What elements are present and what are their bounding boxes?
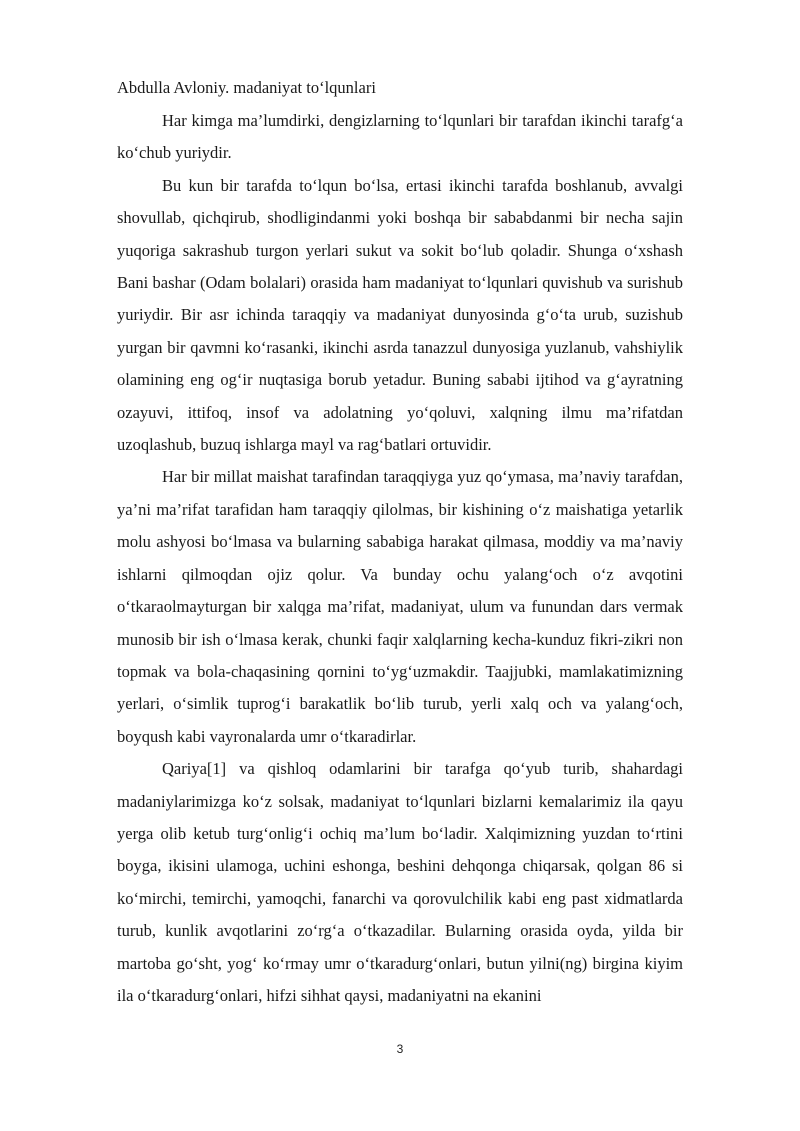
paragraph: Har kimga ma’lumdirki, dengizlarning to‘lqunlari bir tarafdan ikinchi tarafg‘a ko‘chub yuriydir. <box>117 111 683 163</box>
page-number: 3 <box>396 1042 404 1056</box>
document-title: Abdulla Avloniy. madaniyat to‘lqunlari <box>117 78 376 97</box>
document-page <box>117 72 683 1012</box>
paragraph: Har bir millat maishat tarafindan taraqqiyga yuz qo‘ymasa, ma’naviy tarafdan, ya’ni ma’rifat tarafidan ham taraqqiy qilolmas, bir kishining o‘z maishatiga yetarlik molu ashyosi bo‘lmasa va bularning sababiga harakat qilmasa, moddiy va ma’naviy ishlarni qilmoqdan ojiz qolur. Va bunday ochu yalang‘och o‘z avqotini o‘tkaraolmayturgan bir xalqga ma’rifat, madaniyat, ulum va funundan dars vermak munosib bir ish o‘lmasa kerak, chunki faqir xalqlarning kecha-kunduz fikri-zikri non topmak va bola-chaqasining qornini to‘yg‘uzmakdir. Taajjubki, mamlakatimizning yerlari, o‘simlik tuprog‘i barakatlik bo‘lib turub, yerli xalq och va yalang‘och, boyqush kabi vayronalarda umr o‘tkaradirlar. <box>117 467 683 746</box>
paragraph: Bu kun bir tarafda to‘lqun bo‘lsa, ertasi ikinchi tarafda boshlanub, avvalgi shovullab, qichqirub, shodligindanmi yoki boshqa bir sababdanmi bir necha sajin yuqoriga sakrashub turgon yerlari sukut va sokit bo‘lub qoladir. Shunga o‘xshash Bani bashar (Odam bolalari) orasida ham madaniyat to‘lqunlari quvishub va surishub yuriydir. Bir asr ichinda taraqqiy va madaniyat dunyosinda g‘o‘ta urub, suzishub yurgan bir qavmni ko‘rasanki, ikinchi asrda tanazzul dunyosiga yuzlanub, vahshiylik olamining eng og‘ir nuqtasiga borub yetadur. Buning sababi ijtihod va g‘ayratning ozayuvi, ittifoq, insof va adolatning yo‘qoluvi, xalqning ilmu ma’rifatdan uzoqlashub, buzuq ishlarga mayl va rag‘batlari ortuvidir. <box>117 175 683 455</box>
paragraph: Qariya[1] va qishloq odamlarini bir tarafga qo‘yub turib, shahardagi madaniylarimizga ko‘z solsak, madaniyat to‘lqunlari bizlarni kemalarimiz ila qayu yerga olib ketub turg‘onlig‘i ochiq ma’lum bo‘ladir. Xalqimizning yuzdan to‘rtini boyga, ikisini ulamoga, uchini eshonga, beshini dehqonga chiqarsak, qolgan 86 si ko‘mirchi, temirchi, yamoqchi, fanarchi va qorovulchilik kabi eng past xidmatlarda turub, kunlik avqotlarini zo‘rg‘a o‘tkazadilar. Bularning orasida oyda, yilda bir martoba go‘sht, yog‘ ko‘rmay umr o‘tkaradurg‘onlari, butun yilni(ng) birgina kiyim ila o‘tkaradurg‘onlari, hifzi sihhat qaysi, madaniyatni na ekanini <box>117 759 683 1005</box>
